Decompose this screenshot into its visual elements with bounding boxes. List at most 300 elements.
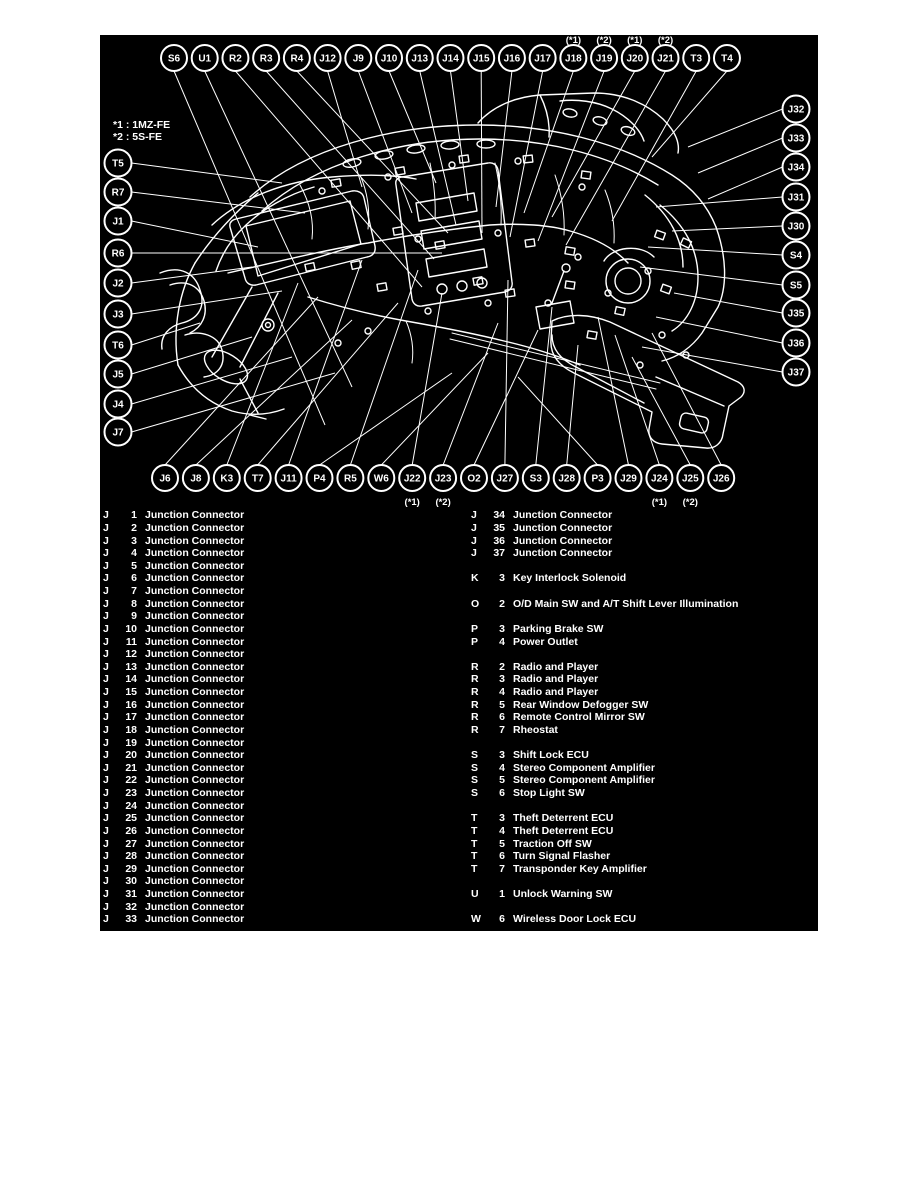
callout-label: J9	[352, 53, 364, 65]
callout-j24	[646, 465, 672, 508]
callout-r4	[284, 45, 310, 71]
legend-entry-j35	[471, 522, 738, 535]
leader-j34	[708, 167, 783, 199]
callout-k3	[214, 465, 240, 491]
callout-label: J1	[112, 216, 124, 228]
callout-j16	[499, 45, 525, 71]
legend-entry-code: S	[471, 749, 479, 762]
legend-entry-name: Junction Connector	[145, 723, 245, 736]
legend-group-spacer	[471, 648, 738, 661]
legend-entry-name: Junction Connector	[145, 660, 245, 673]
legend-entry-number: 5	[131, 559, 137, 572]
legend-entry-code: J	[103, 900, 109, 913]
legend-entry-j32	[103, 900, 244, 913]
callout-label: J28	[558, 473, 576, 485]
legend-entry-number: 3	[499, 749, 505, 762]
callout-label: J13	[411, 53, 429, 65]
legend-entry-number: 3	[499, 812, 505, 825]
leader-j37	[642, 347, 783, 372]
callout-j36	[783, 330, 810, 357]
legend-entry-number: 14	[125, 673, 137, 686]
legend-entry-name: Transponder Key Amplifier	[513, 862, 647, 875]
legend-entry-number: 32	[125, 900, 137, 913]
legend-entry-name: Rheostat	[513, 723, 558, 736]
leader-j33	[698, 138, 783, 173]
engine-variant-note: (*1)	[404, 497, 420, 508]
legend-entry-number: 12	[125, 648, 137, 661]
legend-entry-j9	[103, 610, 244, 623]
legend-entry-code: J	[103, 660, 109, 673]
legend-entry-t4	[471, 825, 738, 838]
legend-entry-number: 6	[499, 913, 505, 926]
callout-label: J11	[280, 473, 297, 485]
callout-label: J26	[712, 473, 730, 485]
callout-label: R6	[111, 248, 125, 260]
legend-entry-s4	[471, 762, 738, 775]
legend-entry-name: Junction Connector	[145, 888, 245, 901]
legend-entry-code: J	[103, 597, 109, 610]
legend-entry-number: 23	[125, 787, 137, 800]
legend-entry-number: 6	[131, 572, 137, 585]
legend-entry-code: J	[103, 736, 109, 749]
legend-entry-name: O/D Main SW and A/T Shift Lever Illumination	[513, 597, 739, 610]
grommet-symbol	[495, 230, 501, 236]
legend-entry-j24	[103, 799, 244, 812]
legend-entry-number: 24	[125, 799, 137, 812]
legend-entry-r5	[471, 698, 738, 711]
center-console	[551, 315, 744, 448]
callout-label: J18	[565, 53, 582, 65]
grommet-symbol	[449, 162, 455, 168]
callout-j30	[783, 213, 810, 240]
legend-entry-code: R	[471, 698, 479, 711]
callout-r6	[105, 240, 132, 267]
leader-j5	[132, 337, 253, 374]
callout-label: J17	[534, 53, 551, 65]
callout-label: J24	[651, 473, 668, 485]
callout-p3	[585, 465, 611, 491]
legend-entry-code: J	[103, 585, 109, 598]
connector-symbol	[587, 331, 597, 339]
legend-entry-name: Junction Connector	[145, 648, 245, 661]
callout-w6	[368, 465, 394, 491]
legend-entry-p3	[471, 623, 738, 636]
legend-entry-number: 1	[131, 509, 137, 522]
legend-group-spacer	[471, 560, 738, 573]
component-location-panel	[100, 35, 818, 931]
callout-label: J35	[787, 308, 805, 320]
legend-entry-code: J	[103, 610, 109, 623]
callout-label: S4	[789, 250, 803, 262]
legend-entry-code: J	[471, 534, 477, 547]
leader-r3	[266, 71, 434, 259]
callout-j14	[437, 45, 463, 71]
legend-entry-code: J	[103, 648, 109, 661]
leader-lines	[132, 71, 783, 465]
legend-entry-name: Traction Off SW	[513, 837, 592, 850]
legend-entry-j18	[103, 724, 244, 737]
legend-entry-number: 3	[499, 622, 505, 635]
callout-label: T4	[721, 53, 733, 65]
legend-entry-code: S	[471, 761, 479, 774]
legend-entry-name: Junction Connector	[145, 761, 245, 774]
legend-entry-code: R	[471, 711, 479, 724]
callout-label: J29	[620, 473, 637, 485]
legend-entry-name: Stereo Component Amplifier	[513, 761, 655, 774]
engine-variant-note: (*1)	[627, 35, 643, 46]
legend-entry-name: Junction Connector	[145, 850, 245, 863]
legend-entry-j26	[103, 825, 244, 838]
callout-label: R2	[229, 53, 242, 65]
legend-entry-name: Junction Connector	[145, 824, 245, 837]
callout-j21	[653, 35, 679, 71]
callout-label: J15	[472, 53, 490, 65]
legend-entry-name: Junction Connector	[145, 534, 245, 547]
legend-entry-j31	[103, 888, 244, 901]
callout-r7	[105, 179, 132, 206]
callout-j19	[591, 35, 617, 71]
legend-group-spacer	[471, 585, 738, 598]
legend-entry-code: K	[471, 572, 479, 585]
callout-label: J27	[496, 473, 514, 485]
legend-entry-j13	[103, 661, 244, 674]
legend-entry-number: 37	[493, 547, 505, 560]
legend-entry-code: S	[471, 787, 479, 800]
callout-s6	[161, 45, 187, 71]
legend-entry-name: Junction Connector	[145, 521, 245, 534]
callout-t4	[714, 45, 740, 71]
legend-entry-number: 21	[125, 761, 137, 774]
legend-entry-name: Radio and Player	[513, 660, 599, 673]
legend-entry-j5	[103, 560, 244, 573]
legend-entry-name: Junction Connector	[145, 900, 245, 913]
legend-entry-code: P	[471, 622, 479, 635]
callout-j25	[677, 465, 703, 508]
blower-housing	[604, 248, 654, 303]
legend-entry-code: R	[471, 660, 479, 673]
engine-variant-note: (*2)	[435, 497, 451, 508]
legend-entry-number: 18	[125, 723, 137, 736]
callout-j17	[530, 45, 556, 71]
legend-entry-name: Junction Connector	[145, 686, 245, 699]
connector-symbol	[459, 155, 469, 163]
callout-j33	[783, 125, 810, 152]
legend-entry-name: Junction Connector	[513, 521, 613, 534]
engine-variant-note: (*2)	[596, 35, 612, 46]
legend-entry-code: J	[103, 850, 109, 863]
leader-j14	[450, 71, 468, 201]
legend-entry-name: Radio and Player	[513, 686, 599, 699]
legend-entry-name: Junction Connector	[145, 812, 245, 825]
legend-entry-name: Junction Connector	[145, 610, 245, 623]
legend-entry-name: Junction Connector	[145, 635, 245, 648]
legend-entry-name: Unlock Warning SW	[513, 888, 613, 901]
legend-entry-code: J	[103, 837, 109, 850]
legend-entry-code: R	[471, 673, 479, 686]
legend-entry-p4	[471, 635, 738, 648]
grommet-symbol	[659, 332, 665, 338]
legend-entry-s3	[471, 749, 738, 762]
grommet-symbol	[579, 184, 585, 190]
legend-entry-j17	[103, 711, 244, 724]
callout-r2	[222, 45, 248, 71]
leader-j31	[656, 197, 783, 207]
callout-label: R4	[290, 53, 304, 65]
legend-entry-t5	[471, 837, 738, 850]
legend-entry-j27	[103, 837, 244, 850]
legend-entry-number: 2	[131, 521, 137, 534]
legend-entry-code: J	[103, 509, 109, 522]
callout-j37	[783, 359, 810, 386]
legend-entry-number: 34	[493, 509, 505, 522]
callout-label: R3	[259, 53, 273, 65]
callout-j22	[399, 465, 425, 508]
connector-symbol	[661, 284, 672, 294]
legend-entry-code: J	[103, 761, 109, 774]
legend-entry-name: Junction Connector	[145, 572, 245, 585]
callout-t6	[105, 332, 132, 359]
leader-j11	[289, 260, 362, 465]
callout-label: P3	[591, 473, 604, 485]
legend-entry-name: Turn Signal Flasher	[513, 850, 611, 863]
connector-symbol	[505, 289, 515, 297]
legend-group-spacer	[471, 736, 738, 749]
legend-entry-code: T	[471, 862, 478, 875]
callout-label: J16	[503, 53, 521, 65]
engine-note-1: *1 : 1MZ-FE	[113, 119, 171, 131]
callout-label: J3	[112, 309, 124, 321]
callout-j1	[105, 208, 132, 235]
legend-entry-code: J	[103, 698, 109, 711]
legend-entry-code: P	[471, 635, 479, 648]
legend-entry-name: Junction Connector	[145, 749, 245, 762]
legend-entry-j15	[103, 686, 244, 699]
legend-right-column	[471, 509, 738, 926]
callout-label: J8	[190, 473, 202, 485]
leader-j26	[652, 333, 721, 465]
leader-j36	[656, 317, 783, 343]
callout-t5	[105, 150, 132, 177]
legend-entry-name: Shift Lock ECU	[513, 749, 589, 762]
legend-entry-name: Stereo Component Amplifier	[513, 774, 655, 787]
callout-label: J4	[112, 399, 124, 411]
callout-label: T5	[112, 158, 124, 170]
callout-label: J5	[112, 369, 124, 381]
callout-j29	[616, 465, 642, 491]
legend-entry-number: 16	[125, 698, 137, 711]
callout-label: S3	[529, 473, 542, 485]
legend-entry-j10	[103, 623, 244, 636]
legend-entry-number: 4	[499, 761, 505, 774]
legend-entry-code: J	[103, 913, 109, 926]
legend-entry-name: Junction Connector	[145, 837, 245, 850]
legend-entry-j25	[103, 812, 244, 825]
legend-entry-name: Wireless Door Lock ECU	[513, 913, 637, 926]
callout-label: J20	[626, 53, 644, 65]
grommet-symbol	[365, 328, 371, 334]
legend-entry-code: J	[103, 635, 109, 648]
legend-entry-number: 5	[499, 774, 505, 787]
callout-j12	[315, 45, 341, 71]
callout-label: J23	[434, 473, 452, 485]
legend-entry-code: T	[471, 850, 478, 863]
legend-entry-number: 3	[131, 534, 137, 547]
callout-j9	[345, 45, 371, 71]
legend-entry-j37	[471, 547, 738, 560]
legend-entry-code: J	[471, 547, 477, 560]
legend-entry-j16	[103, 698, 244, 711]
legend-entry-number: 8	[131, 597, 137, 610]
leader-j12	[328, 71, 362, 187]
connector-symbol	[615, 307, 625, 316]
legend-entry-name: Junction Connector	[145, 698, 245, 711]
leader-j9	[358, 71, 412, 213]
legend-entry-number: 15	[125, 686, 137, 699]
grommet-symbol	[385, 174, 391, 180]
legend-entry-code: O	[471, 597, 480, 610]
legend-entry-r7	[471, 724, 738, 737]
callout-j28	[554, 465, 580, 491]
legend-entry-code: J	[103, 559, 109, 572]
callout-label: J34	[787, 162, 805, 174]
legend-left-column	[103, 509, 244, 926]
callout-j13	[407, 45, 433, 71]
legend-entry-number: 35	[493, 521, 505, 534]
legend-entry-name: Junction Connector	[145, 875, 245, 888]
legend-entry-j4	[103, 547, 244, 560]
callout-label: T6	[112, 340, 124, 352]
callout-j20	[622, 35, 648, 71]
callout-t3	[683, 45, 709, 71]
leader-s4	[648, 247, 783, 255]
callout-label: J6	[159, 473, 171, 485]
legend-entry-number: 3	[499, 673, 505, 686]
callout-j8	[183, 465, 209, 491]
legend-entry-name: Parking Brake SW	[513, 622, 604, 635]
legend-entry-s5	[471, 774, 738, 787]
legend-entry-number: 33	[125, 913, 137, 926]
legend-entry-name: Junction Connector	[145, 509, 245, 522]
callout-j32	[783, 96, 810, 123]
legend-entry-number: 2	[499, 660, 505, 673]
callout-label: R5	[344, 473, 357, 485]
leader-s5	[640, 267, 783, 285]
callout-label: J25	[681, 473, 699, 485]
legend-entry-name: Junction Connector	[145, 774, 245, 787]
connector-symbol	[377, 283, 387, 291]
legend-entry-j12	[103, 648, 244, 661]
legend-entry-code: J	[103, 888, 109, 901]
legend-entry-number: 27	[125, 837, 137, 850]
callout-j2	[105, 270, 132, 297]
legend-entry-code: U	[471, 888, 479, 901]
engine-variant-note: (*1)	[651, 497, 668, 508]
legend-entry-number: 4	[499, 824, 505, 837]
legend-entry-number: 7	[499, 723, 505, 736]
instrument-cluster	[230, 191, 375, 285]
grommet-symbol	[425, 308, 431, 314]
callout-label: J19	[595, 53, 613, 65]
leader-j32	[688, 109, 783, 147]
callout-j23	[430, 465, 456, 508]
legend-entry-r4	[471, 686, 738, 699]
callout-label: T3	[690, 53, 703, 65]
callout-o2	[461, 465, 487, 491]
legend-entry-j28	[103, 850, 244, 863]
legend-group-spacer	[471, 900, 738, 913]
connector-symbol	[565, 281, 575, 289]
callout-label: J37	[787, 367, 805, 379]
legend-entry-r6	[471, 711, 738, 724]
callout-j34	[783, 154, 810, 181]
callout-label: J31	[787, 192, 805, 204]
leader-j4	[132, 357, 293, 404]
connector-symbol	[581, 171, 591, 179]
callout-j7	[105, 419, 132, 446]
leader-j27	[505, 280, 508, 465]
legend-entry-name: Junction Connector	[513, 509, 613, 522]
legend-entry-j3	[103, 534, 244, 547]
legend-entry-code: J	[103, 686, 109, 699]
legend-entry-number: 9	[131, 610, 137, 623]
leader-j15	[481, 71, 482, 233]
legend-entry-name: Junction Connector	[145, 673, 245, 686]
callout-label: R7	[111, 187, 125, 199]
grommet-symbol	[485, 300, 491, 306]
legend-entry-j21	[103, 762, 244, 775]
callout-j4	[105, 391, 132, 418]
legend-entry-code: J	[103, 824, 109, 837]
callout-j15	[468, 45, 494, 71]
leader-j24	[615, 335, 659, 465]
legend-entry-name: Junction Connector	[145, 585, 245, 598]
legend-entry-number: 29	[125, 862, 137, 875]
callout-j10	[376, 45, 402, 71]
callout-label: J22	[403, 473, 421, 485]
legend-entry-name: Junction Connector	[145, 787, 245, 800]
callout-label: J10	[380, 53, 398, 65]
callout-label: J7	[112, 427, 124, 439]
legend-entry-number: 10	[125, 622, 137, 635]
callout-label: J12	[319, 53, 336, 65]
legend-entry-number: 4	[131, 547, 137, 560]
connector-symbol	[565, 247, 575, 255]
legend-entry-name: Theft Deterrent ECU	[513, 812, 614, 825]
legend-entry-code: J	[103, 547, 109, 560]
engine-variant-note: (*1)	[565, 35, 582, 46]
legend-entry-j33	[103, 913, 244, 926]
legend-entry-code: R	[471, 686, 479, 699]
engine-variant-note: (*2)	[657, 35, 674, 46]
callout-label: J32	[787, 104, 805, 116]
legend-entry-number: 1	[499, 888, 505, 901]
leader-j7	[132, 373, 336, 432]
legend-entry-name: Junction Connector	[145, 862, 245, 875]
legend-entry-name: Remote Control Mirror SW	[513, 711, 645, 724]
engine-note-2: *2 : 5S-FE	[113, 131, 163, 143]
callout-u1	[192, 45, 218, 71]
legend-entry-code: J	[103, 774, 109, 787]
grommet-symbol	[575, 254, 581, 260]
legend-entry-number: 28	[125, 850, 137, 863]
legend-group-spacer	[471, 610, 738, 623]
callout-j11	[276, 465, 302, 491]
leader-t3	[612, 71, 696, 221]
legend-entry-number: 11	[125, 635, 137, 648]
leader-r7	[132, 192, 306, 213]
callout-label: S6	[167, 53, 181, 65]
legend-entry-code: T	[471, 837, 478, 850]
